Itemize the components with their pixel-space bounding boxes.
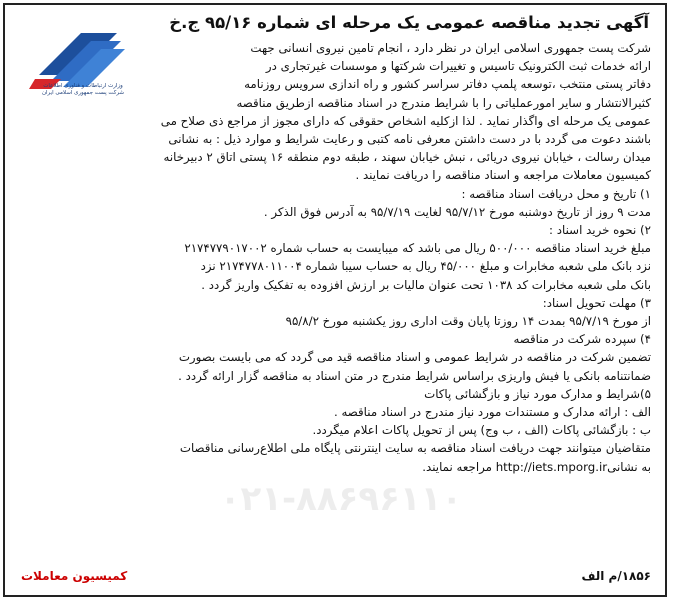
logo-caption-company: شرکت پست جمهوری اسلامی ایران	[41, 90, 125, 96]
body-line: باشند دعوت می گردد با در دست داشتن معرفی نامه کتبی و رعایت شرایط و موارد ذیل : به نشانی	[168, 132, 651, 147]
section-heading: ۳) مهلت تحویل اسناد:	[542, 295, 651, 310]
logo-caption-ministry: وزارت ارتباطات و فناوری اطلاعات	[43, 83, 123, 89]
notice-title: آگهی تجدید مناقصه عمومی یک مرحله ای شماره ۹۵/۱۶ ج.خ	[169, 13, 649, 32]
body-line: متقاضیان میتوانند جهت دریافت اسناد مناقصه به سایت اینترنتی پایگاه ملی اطلاع‌رسانی مناقصات	[179, 441, 651, 456]
notice-frame	[3, 3, 667, 597]
body-line: به نشانیhttp://iets.mporg.ir مراجعه نمایند.	[422, 459, 651, 474]
body-line: نزد بانک ملی شعبه مخابرات و مبلغ ۴۵/۰۰۰ ریال به حساب سیبا شماره ۲۱۷۴۷۷۸۰۱۱۰۰۴ نزد	[200, 259, 651, 274]
notice-content	[11, 9, 659, 591]
section-heading: ۱) تاریخ و محل دریافت اسناد مناقصه :	[461, 186, 651, 201]
section-heading: ۲) نحوه خرید اسناد :	[549, 223, 651, 238]
body-line: از مورخ ۹۵/۷/۱۹ بمدت ۱۴ روزتا پایان وقت اداری روز یکشنبه مورخ ۹۵/۸/۲	[285, 314, 651, 329]
body-line: الف : ارائه مدارک و مستندات مورد نیاز مندرج در اسناد مناقصه .	[333, 405, 651, 420]
body-line: شرکت پست جمهوری اسلامی ایران در نظر دارد ، انجام تامین نیروی انسانی جهت	[250, 41, 651, 55]
body-line: ارائه خدمات ثبت الکترونیک تاسیس و تغییرات شرکتها و موسسات غیرتجاری در	[265, 59, 651, 74]
body-line: ضمانتنامه بانکی یا فیش واریزی براساس شرایط مندرج در متن اسناد به مناقصه گزار ارائه گردد .	[178, 368, 651, 383]
phone-watermark: ۰۲۱-۸۸۶۹۶۱۱۰	[219, 479, 463, 519]
body-line: بانک ملی شعبه مخابرات کد ۱۰۳۸ تحت عنوان مالیات بر ارزش افزوده به تفکیک واریز گردد .	[201, 277, 651, 292]
section-heading: ۴) سپرده شرکت در مناقصه	[513, 332, 651, 347]
body-line: مبلغ خرید اسناد مناقصه ۵۰۰/۰۰۰ ریال می باشد که میبایست به حساب شماره ۲۱۷۴۷۷۹۰۱۷۰۰۲	[184, 241, 651, 256]
body-line: میدان رسالت ، خیابان نیروی دریائی ، نبش خیابان سهند ، طبقه دوم منطقه ۱۶ پستی اتاق ۲ دبیرخانه	[163, 150, 651, 165]
body-line: مدت ۹ روز از تاریخ دوشنبه مورخ ۹۵/۷/۱۲ لغایت ۹۵/۷/۱۹ به آدرس فوق الذکر .	[263, 204, 651, 219]
section-heading: ۵)شرایط و مدارک مورد نیاز و بازگشائی پاکات	[424, 386, 651, 401]
body-line: کمیسیون معاملات مراجعه و اسناد مناقصه را دریافت نمایند .	[355, 168, 651, 183]
notice-code: ۱۸۵۶/م الف	[581, 569, 651, 583]
body-line: دفاتر پستی منتخب ،توسعه پلمپ دفاتر سراسر کشور و راه اندازی سرویس روزنامه	[244, 77, 651, 92]
body-line: تضمین شرکت در مناقصه در شرایط عمومی و اسناد مناقصه قید می گردد که می بایست بصورت	[178, 350, 651, 365]
commission-signature: کمیسیون معاملات	[21, 569, 128, 583]
body-line: عمومی یک مرحله ای واگذار نماید . لذا ازکلیه اشخاص حقوقی که دارای مجوز از مراجع ذی صلاح می	[160, 113, 651, 128]
notice-body	[11, 39, 651, 476]
body-line: کثیرالانتشار و سایر امورعملیاتی را با شرایط مندرج در اسناد مناقصه ازطریق مناقصه	[236, 95, 651, 110]
body-line: ب : بازگشائی پاکات (الف ، ب وج) پس از تحویل پاکات اعلام میگردد.	[312, 423, 651, 438]
